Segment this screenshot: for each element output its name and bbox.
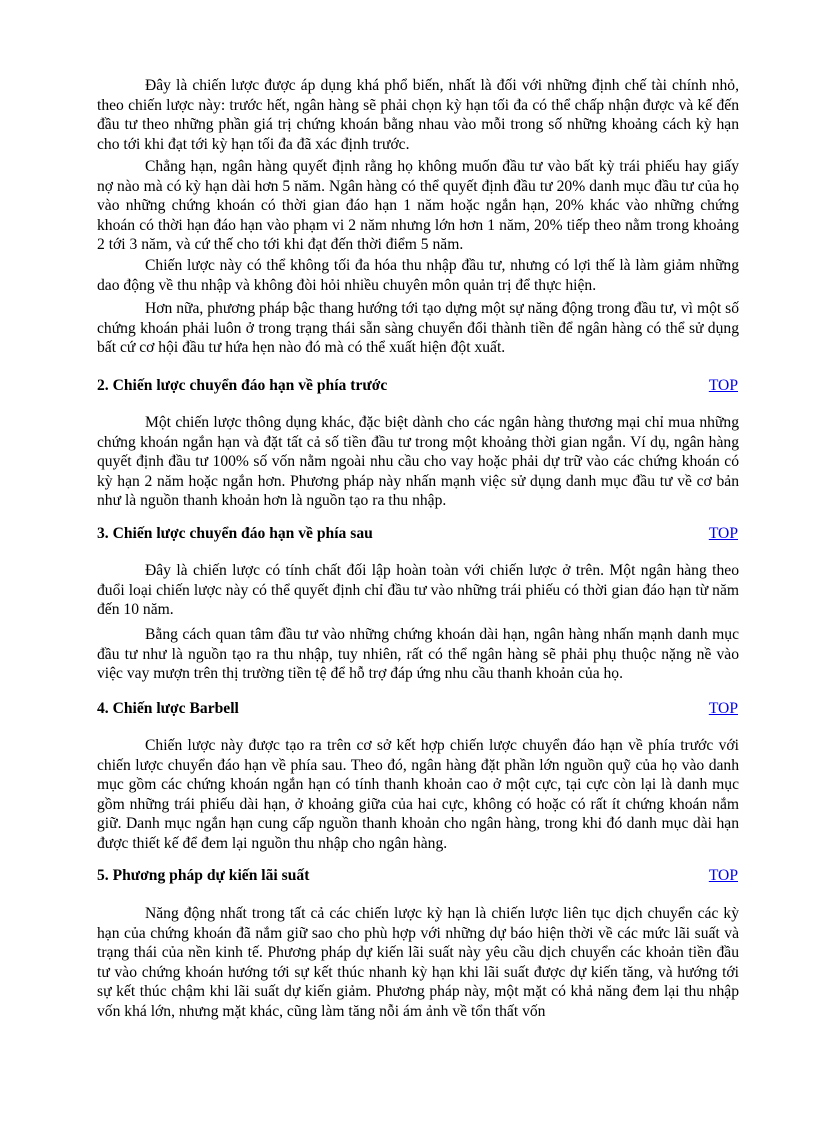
top-link[interactable]: TOP (708, 867, 738, 884)
paragraph-rate-expectation: Năng động nhất trong tất cả các chiến lược kỳ hạn là chiến lược liên tục dịch chuyển các kỳ hạn của chứng khoán đã nắm giữ sao cho phù hợp với những dự báo hiện thời về các mức lãi suất và trạng thái của nền kinh tế. Phương pháp dự kiến lãi suất này yêu cầu dịch chuyển các khoản tiền đầu tư vào chứng khoán hướng tới sự kết thúc nhanh kỳ hạn khi lãi suất được dự kiến tăng, và hướng tới sự kết thúc chậm khi lãi suất dự kiến giảm. Phương pháp này, một mặt có khả năng đem lại thu nhập vốn khá lớn, nhưng mặt khác, cũng làm tăng nỗi ám ảnh về tổn thất vốn (97, 905, 739, 1020)
section-heading-back-end: 3. Chiến lược chuyển đáo hạn về phía sau (97, 525, 373, 542)
paragraph-advantage: Chiến lược này có thể không tối đa hóa thu nhập đầu tư, nhưng có lợi thế là làm giảm những dao động về thu nhập và không đòi hỏi nhiều chuyên môn quản trị để thực hiện. (97, 257, 739, 294)
paragraph-intro: Đây là chiến lược được áp dụng khá phổ biến, nhất là đối với những định chế tài chính nhỏ, theo chiến lược này: trước hết, ngân hàng sẽ phải chọn kỳ hạn tối đa có thể chấp nhận được và kế đến đầu tư theo những phần giá trị chứng khoán bằng nhau vào mỗi trong số những khoảng cách kỳ hạn cho tới khi đạt tới kỳ hạn tối đa đã xác định trước. (97, 77, 739, 153)
top-link[interactable]: TOP (708, 700, 738, 717)
paragraph-back-end: Đây là chiến lược có tính chất đối lập hoàn toàn với chiến lược ở trên. Một ngân hàng theo đuổi loại chiến lược này có thể quyết định chỉ đầu tư vào những trái phiếu có thời gian đáo hạn từ năm đến 10 năm. (97, 562, 739, 619)
paragraph-barbell: Chiến lược này được tạo ra trên cơ sở kết hợp chiến lược chuyển đáo hạn về phía trước với chiến lược chuyển đáo hạn về phía sau. Theo đó, ngân hàng đặt phần lớn nguồn quỹ của họ vào danh mục gồm các chứng khoán ngắn hạn có tính thanh khoản cao ở một cực, tại cực còn lại là danh mục gồm những trái phiếu dài hạn, ở khoảng giữa của hai cực, không có hoặc có rất ít chứng khoán nắm giữ. Danh mục ngắn hạn cung cấp nguồn thanh khoản cho ngân hàng, trong khi đó danh mục dài hạn được thiết kế để đem lại nguồn thu nhập cho ngân hàng. (97, 737, 739, 852)
section-heading-barbell: 4. Chiến lược Barbell (97, 700, 239, 717)
paragraph-front-end: Một chiến lược thông dụng khác, đặc biệt dành cho các ngân hàng thương mại chỉ mua những chứng khoán ngắn hạn và đặt tất cả số tiền đầu tư trong một khoảng thời gian ngắn. Ví dụ, ngân hàng quyết định đầu tư 100% số vốn nằm ngoài nhu cầu cho vay hoặc phải dự trữ vào các chứng khoán có kỳ hạn 2 năm hoặc ngắn hơn. Phương pháp này nhấn mạnh việc sử dụng danh mục đầu tư về cơ bản như là nguồn thanh khoản hơn là nguồn tạo ra thu nhập. (97, 414, 739, 510)
top-link[interactable]: TOP (708, 525, 738, 542)
section-heading-front-end: 2. Chiến lược chuyển đáo hạn về phía trước (97, 377, 388, 394)
paragraph-ladder-method: Hơn nữa, phương pháp bậc thang hướng tới tạo dựng một sự năng động trong đầu tư, vì một số chứng khoán phải luôn ở trong trạng thái sẵn sàng chuyển đổi thành tiền để ngân hàng có thể sử dụng bất cứ cơ hội đầu tư hứa hẹn nào đó mà có thể xuất hiện đột xuất. (97, 300, 739, 357)
paragraph-example: Chẳng hạn, ngân hàng quyết định rằng họ không muốn đầu tư vào bất kỳ trái phiếu hay giấy nợ nào mà có kỳ hạn dài hơn 5 năm. Ngân hàng có thể quyết định đầu tư 20% danh mục đầu tư của họ vào những chứng khoán có thời gian đáo hạn 1 năm hoặc ngắn hạn, 20% khác vào những chứng khoán có thời hạn đáo hạn vào phạm vi 2 năm nhưng lớn hơn 1 năm, 20% tiếp theo nằm trong khoảng 2 tới 3 năm, và cứ thế cho tới khi đạt đến thời điểm 5 năm. (97, 158, 739, 254)
top-link[interactable]: TOP (708, 377, 738, 394)
section-heading-rate-expectation: 5. Phương pháp dự kiến lãi suất (97, 867, 310, 884)
paragraph-long-term: Bằng cách quan tâm đầu tư vào những chứng khoán dài hạn, ngân hàng nhấn mạnh danh mục đầu tư như là nguồn tạo ra thu nhập, tuy nhiên, rất có thể ngân hàng sẽ phải phụ thuộc nặng nề vào việc vay mượn trên thị trường tiền tệ để hỗ trợ đáp ứng nhu cầu thanh khoản của họ. (97, 626, 739, 683)
